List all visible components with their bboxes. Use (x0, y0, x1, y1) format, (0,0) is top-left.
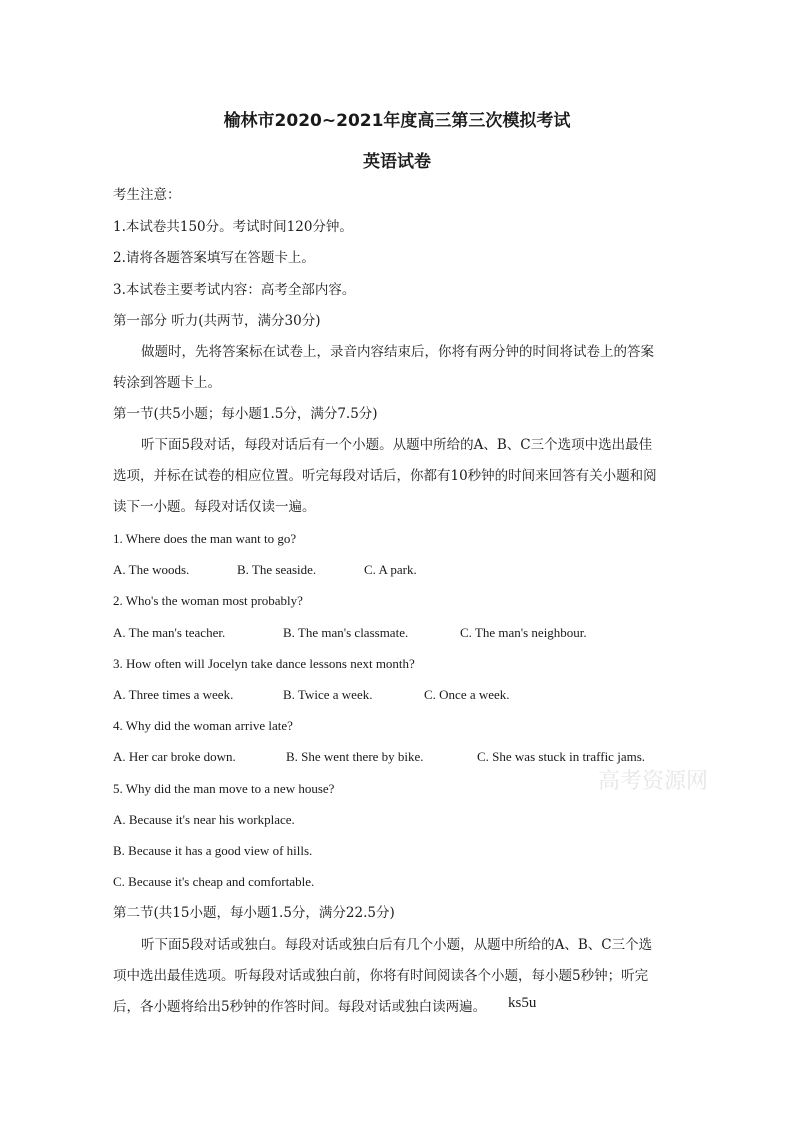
question-3: 3. How often will Jocelyn take dance lessons next month? (113, 656, 415, 671)
section2-intro-line: 项中选出最佳选项。听每段对话或独白前，你将有时间阅读各个小题，每小题5秒钟；听完 (113, 968, 649, 984)
question-5: 5. Why did the man move to a new house? (113, 781, 335, 796)
notice-heading: 考生注意： (113, 187, 181, 203)
section2-heading: 第二节(共15小题，每小题1.5分，满分22.5分) (113, 905, 395, 921)
exam-title: 榆林市2020~2021年度高三第三次模拟考试 (223, 111, 571, 131)
q4-option-b: B. She went there by bike. (286, 749, 424, 764)
section1-intro-line: 读下一小题。每段对话仅读一遍。 (113, 499, 316, 515)
section1-intro-line: 听下面5段对话，每段对话后有一个小题。从题中所给的A、B、C三个选项中选出最佳 (141, 437, 653, 453)
section2-intro-line: 听下面5段对话或独白。每段对话或独白后有几个小题，从题中所给的A、B、C三个选 (141, 937, 653, 953)
q5-option-b: B. Because it has a good view of hills. (113, 843, 313, 858)
exam-subtitle: 英语试卷 (363, 152, 431, 172)
q3-option-a: A. Three times a week. (113, 687, 234, 702)
q5-option-a: A. Because it's near his workplace. (113, 812, 295, 827)
part1-intro-line: 做题时，先将答案标在试卷上，录音内容结束后，你将有两分钟的时间将试卷上的答案 (141, 344, 654, 360)
q1-option-a: A. The woods. (113, 562, 190, 577)
question-4: 4. Why did the woman arrive late? (113, 718, 293, 733)
q4-option-a: A. Her car broke down. (113, 749, 236, 764)
q5-option-c: C. Because it's cheap and comfortable. (113, 874, 315, 889)
q3-option-c: C. Once a week. (424, 687, 510, 702)
q4-option-c: C. She was stuck in traffic jams. (477, 749, 646, 764)
question-1: 1. Where does the man want to go? (113, 531, 297, 546)
section2-intro-line: 后，各小题将给出5秒钟的作答时间。每段对话或独白读两遍。 (113, 999, 487, 1015)
notice-item: 3.本试卷主要考试内容：高考全部内容。 (113, 282, 356, 298)
section1-intro-line: 选项，并标在试卷的相应位置。听完每段对话后，你都有10秒钟的时间来回答有关小题和阅 (113, 468, 657, 484)
ks5u-mark: ks5u (508, 995, 537, 1011)
notice-item: 1.本试卷共150分。考试时间120分钟。 (113, 219, 353, 235)
q3-option-b: B. Twice a week. (283, 687, 373, 702)
part1-heading: 第一部分 听力(共两节，满分30分) (113, 313, 321, 329)
q1-option-c: C. A park. (364, 562, 417, 577)
part1-intro-line: 转涂到答题卡上。 (113, 375, 221, 391)
q2-option-a: A. The man's teacher. (113, 625, 226, 640)
q2-option-b: B. The man's classmate. (283, 625, 409, 640)
notice-item: 2.请将各题答案填写在答题卡上。 (113, 250, 315, 266)
watermark: 高考资源网 (598, 769, 709, 794)
q1-option-b: B. The seaside. (237, 562, 317, 577)
question-2: 2. Who's the woman most probably? (113, 593, 303, 608)
section1-heading: 第一节(共5小题；每小题1.5分，满分7.5分) (113, 406, 378, 422)
q2-option-c: C. The man's neighbour. (460, 625, 587, 640)
